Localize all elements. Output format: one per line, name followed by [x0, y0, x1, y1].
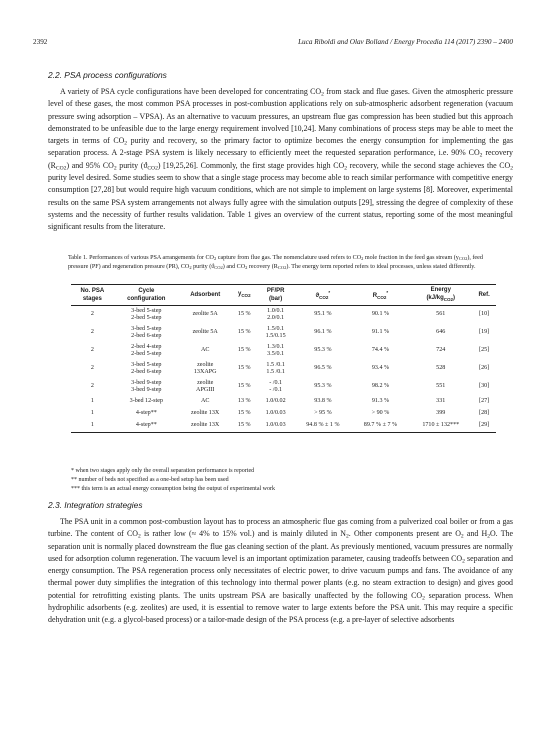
- col-header-ref: Ref.: [472, 285, 496, 306]
- col-header-recovery: $R_{CO2}^*$: [352, 285, 410, 306]
- cell-recovery: 89.7 % ± 7 %: [352, 420, 410, 433]
- col-header-stages: No. PSA stages: [71, 285, 114, 306]
- cell-cycle: 3-bed 9-step 3-bed 9-step: [131, 379, 162, 394]
- cell-energy: 551: [436, 383, 446, 390]
- cell-yco2: 15 %: [237, 329, 251, 336]
- cell-pfpr: - /0.1 - /0.1: [269, 379, 283, 394]
- cell-stages: 1: [90, 398, 94, 405]
- cell-recovery: 90.1 %: [371, 311, 390, 318]
- cell-yco2: 15 %: [237, 311, 251, 318]
- cell-recovery: 98.2 %: [371, 383, 390, 390]
- table-row: [71, 408, 496, 420]
- table-row: [71, 324, 496, 342]
- cell-ref: [30]: [479, 383, 490, 390]
- cell-stages: 1: [90, 410, 94, 417]
- cell-yco2: 13 %: [237, 398, 251, 405]
- cell-recovery: 91.3 %: [371, 398, 390, 405]
- cell-ref: [28]: [479, 410, 490, 417]
- table-caption: Table 1. Performances of various PSA arrangements for $CO_2$ capture from flue gas. The nomenclature used refers to $CO_2$ mole fraction in the feed gas stream $(y_{CO2})$, feed pressure (PF) and regeneration pressure (PR), $CO_2$ purity $(ϑ_{CO2})$ and $CO_2$ recovery $(R_{CO2})$. The energy term reported refers to ideal processes, unless stated differently.: [68, 255, 483, 271]
- cell-adsorbent: AC: [200, 398, 210, 405]
- table-footnote-3: *** this term is an actual energy consumption being the output of experimental work: [71, 486, 276, 492]
- cell-cycle: 2-bed 4-step 2-bed 5-step: [131, 343, 162, 358]
- cell-pfpr: 1.5 /0.1 1.5 /0.1: [266, 361, 285, 376]
- cell-pfpr: 1.0/0.03: [257, 420, 294, 433]
- cell-pfpr: 1.3/0.1 3.5/0.1: [267, 343, 285, 358]
- paragraph-psa-configurations: A variety of PSA cycle configurations have been developed for concentrating $CO_2$ from stack and flue gases. Given the atmospheric pressure level of these gases, the most common PSA processes in post-combustion applications rely on sub-atmospheric adsorbent regeneration (vacuum pressure swing adsorption – VPSA). As an alternative to vacuum pressures, an upstream flue gas compression has been studied but this approach demonstrated to be unfeasible due to the large energy requirement involved [10,24]. Many combinations of process steps may be able to meet the targets in terms of $CO_2$ purity and recovery, so the primary factor to optimize becomes the energy consumption for implementing the gas separation process. A 2-stage PSA system is likely necessary to efficiently meet the requested separation performance, i.e. 90% $CO_2$ recovery $(R_{CO2})$ and 95% $CO_2$ purity $(ϑ_{CO2})$ [19,25,26]. Commonly, the first stage provides high $CO_2$ recovery, while the second stage achieves the $CO_2$ purity level desired. Some studies seem to show that a single stage process may become able to reach similar performance with competitive energy consumption [27,28] but would require high vacuum conditions, which are not simple to implement on large systems [8]. Moreover, experimental results on the same PSA system arrangements not always fully agree with the simulation outputs [29], stressing the degree of complexity of these systems and the necessity of further results validation. Table 1 gives an overview of the current status, reporting some of the most meaningful significant results from the literature.: [48, 87, 514, 232]
- cell-pfpr: 1.0/0.02: [265, 398, 286, 405]
- running-title: Luca Riboldi and Olav Bolland / Energy Procedia 114 (2017) 2390 – 2400: [298, 38, 513, 46]
- table-row: [71, 378, 496, 396]
- cell-adsorbent: zeolite 13X: [179, 420, 231, 433]
- cell-stages: 2: [90, 347, 94, 354]
- cell-yco2: 15 %: [237, 347, 251, 354]
- cell-stages: 2: [90, 383, 94, 390]
- cell-stages: 2: [90, 329, 94, 336]
- col-header-pfpr: PF/PR (bar): [257, 285, 294, 306]
- cell-energy: 646: [436, 329, 446, 336]
- psa-performance-table: [71, 284, 496, 433]
- cell-cycle: 4-step**: [135, 410, 157, 417]
- table-row: [71, 396, 496, 408]
- section-title-psa-configurations: 2.2. PSA process configurations: [48, 70, 167, 80]
- col-header-purity: $ϑ_{CO2}^*$: [294, 285, 352, 306]
- cell-adsorbent: zeolite 5A: [192, 311, 218, 318]
- cell-cycle: 3-bed 12-step: [129, 398, 163, 405]
- cell-ref: [25]: [479, 347, 490, 354]
- cell-recovery: > 90 %: [371, 410, 390, 417]
- col-header-yco2: $y_{CO2}$: [231, 285, 257, 306]
- cell-adsorbent: zeolite 13X: [191, 410, 220, 417]
- cell-cycle: 3-bed 5-step 2-bed 6-step: [131, 325, 162, 340]
- table-row: [71, 420, 496, 433]
- col-header-adsorbent: Adsorbent: [179, 285, 231, 306]
- cell-ref: [10]: [479, 311, 490, 318]
- cell-yco2: 15 %: [237, 383, 251, 390]
- cell-ref: [29]: [472, 420, 496, 433]
- cell-cycle: 3-bed 5-step 2-bed 5-step: [131, 307, 162, 322]
- cell-yco2: 15 %: [237, 365, 251, 372]
- cell-recovery: 74.4 %: [371, 347, 390, 354]
- cell-pfpr: 1.0/0.1 2.0/0.1: [267, 307, 285, 322]
- cell-purity: 95.1 %: [314, 311, 332, 318]
- cell-recovery: 93.4 %: [371, 365, 390, 372]
- cell-pfpr: 1.0/0.03: [265, 410, 286, 417]
- cell-ref: [19]: [479, 329, 490, 336]
- cell-energy: 399: [436, 410, 446, 417]
- cell-recovery: 91.1 %: [371, 329, 390, 336]
- cell-purity: > 95 %: [314, 410, 332, 417]
- cell-energy: 1710 ± 132***: [409, 420, 472, 433]
- cell-adsorbent: zeolite APGIII: [196, 379, 215, 394]
- cell-energy: 724: [436, 347, 446, 354]
- table-header: [71, 285, 496, 306]
- section-title-integration-strategies: 2.3. Integration strategies: [48, 500, 143, 510]
- page-number: 2392: [33, 38, 48, 46]
- cell-purity: 93.8 %: [314, 398, 332, 405]
- table-footnote-2: ** number of beds not specified as a one-bed setup has been used: [71, 477, 229, 483]
- cell-cycle: 4-step**: [114, 420, 179, 433]
- cell-yco2: 15 %: [237, 410, 251, 417]
- cell-purity: 96.5 %: [314, 365, 332, 372]
- cell-stages: 1: [71, 420, 114, 433]
- cell-stages: 2: [90, 365, 94, 372]
- cell-purity: 96.1 %: [314, 329, 332, 336]
- cell-energy: 528: [436, 365, 446, 372]
- col-header-energy: Energy $(kJ/kg_{CO2})$: [409, 285, 472, 306]
- cell-adsorbent: AC: [200, 347, 210, 354]
- cell-yco2: 15 %: [231, 420, 257, 433]
- cell-purity: 94.8 % ± 1 %: [294, 420, 352, 433]
- table-footnote-1: * when two stages apply only the overall separation performance is reported: [71, 468, 255, 474]
- table-body: [71, 306, 496, 433]
- cell-stages: 2: [90, 311, 94, 318]
- cell-ref: [26]: [479, 365, 490, 372]
- table-row: [71, 360, 496, 378]
- col-header-cycle: Cycle configuration: [114, 285, 179, 306]
- table-row: [71, 342, 496, 360]
- cell-energy: 331: [436, 398, 446, 405]
- cell-purity: 95.3 %: [314, 383, 332, 390]
- cell-pfpr: 1.5/0.1 1.5/0.15: [265, 325, 286, 340]
- cell-energy: 561: [436, 311, 446, 318]
- cell-adsorbent: zeolite 13XAPG: [193, 361, 217, 376]
- cell-adsorbent: zeolite 5A: [192, 329, 218, 336]
- table-row: [71, 306, 496, 325]
- cell-cycle: 3-bed 5-step 2-bed 6-step: [131, 361, 162, 376]
- paragraph-integration-strategies: The PSA unit in a common post-combustion layout has to process an atmospheric flue gas coming from a pulverized coal boiler or from a gas turbine. The content of $CO_2$ is rather low (≈ 4% to 15% vol.) and is mainly diluted in $N_2$. Other components present are $O_2$ and $H_2O$. The separation unit is normally placed downstream the flue gas cleaning section of the plant. As previously mentioned, vacuum pressures are normally used for adsorption column regeneration. The vacuum level is an important optimization parameter, causing tradeoffs between $CO_2$ separation and energy consumption. The PSA regeneration process only necessitates of electric power, to drive vacuum pumps and fans. The avoidance of any thermal power duty simplifies the integration of this technology into thermal power plants (e.g. no steam extraction to design) and gives good potential for retrofitting existing plants. The units upstream PSA are basically unaffected by the following $CO_2$ separation process. When hydrophilic adsorbents (e.g. zeolites) are used, it is essential to remove water to large extents before the PSA unit. This may require a specific dehydration unit (e.g. a glycol-based process) or a tailor-made design of the PSA process (e.g. a pre-layer of selective adsorbents: [48, 517, 514, 625]
- cell-ref: [27]: [479, 398, 490, 405]
- cell-purity: 95.3 %: [314, 347, 332, 354]
